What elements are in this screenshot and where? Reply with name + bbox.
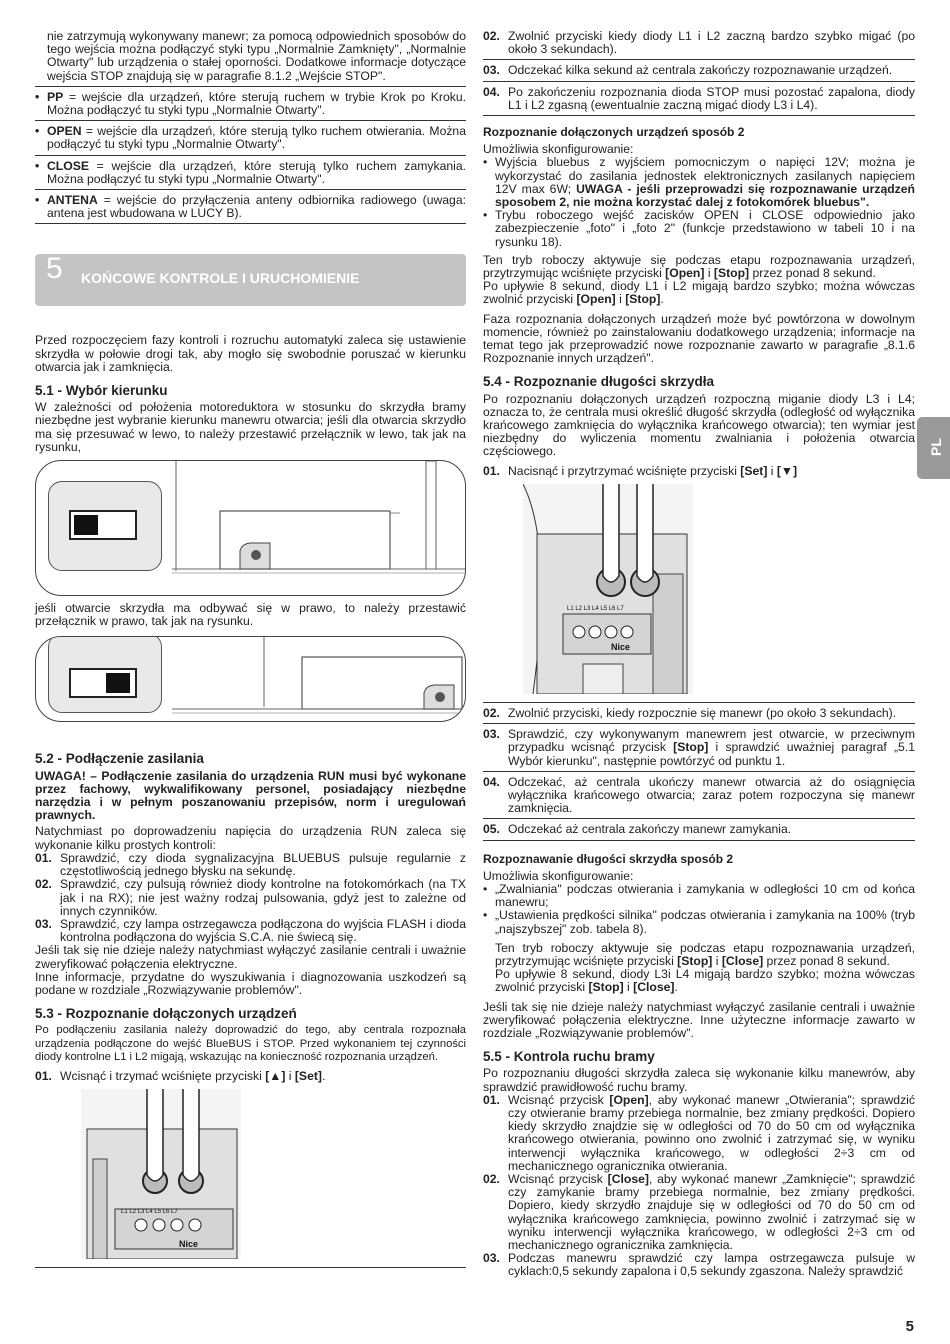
key-label: [Open] bbox=[665, 266, 705, 281]
section-title-5-2: 5.2 - Podłączenie zasilania bbox=[35, 751, 204, 767]
selector-plate bbox=[48, 481, 162, 571]
bullet-mark: • bbox=[483, 908, 488, 923]
divider bbox=[483, 59, 915, 60]
text: i bbox=[623, 980, 634, 995]
text: Po upływie 8 sekund, diody L1 i L2 migają bardzo szybko; można wówczas zwolnić przyciski bbox=[483, 279, 915, 307]
devices-step-1 bbox=[35, 1070, 466, 1083]
step-number: 04. bbox=[483, 774, 500, 789]
step-text: Nacisnąć i przytrzymać wciśnięte przyciski bbox=[508, 463, 741, 478]
control-board-illustration bbox=[81, 1089, 241, 1259]
section-title-5-3: 5.3 - Rozpoznanie dołączonych urządzeń bbox=[35, 1006, 297, 1022]
power-step-2 bbox=[35, 878, 466, 918]
direction-switch bbox=[69, 510, 137, 540]
bullet-text: Trybu roboczego wejść zacisków OPEN i CLOSE odpowiednio jako zabezpieczenie „foto" i „foto 2" (funkcje przedstawiono w tabeli 10 i na rysunku 18). bbox=[495, 208, 915, 249]
power-paragraph-3: Inne informacje, przydatne do wyszukiwania i diagnozowania uszkodzeń są podane w rozdziale „Rozwiązywanie problemów". bbox=[35, 969, 466, 997]
bullet-mark: • bbox=[483, 881, 488, 896]
section-title-5-1: 5.1 - Wybór kierunku bbox=[35, 383, 168, 399]
len2-paragraph-3: Jeśli tak się nie dzieje należy natychmiast wyłączyć zasilanie centrali i uważnie zweryfikować połączenia elektryczne. Inne użyteczne informacje zawarto w rozdziale „Rozwiązywanie problemów". bbox=[483, 999, 915, 1040]
divider bbox=[483, 818, 915, 819]
bullet-text: = wejście do przyłączenia anteny odbiornika radiowego (uwaga: antena jest wbudowana w LUCY B). bbox=[47, 193, 466, 221]
key-label: [Open] bbox=[609, 1092, 649, 1107]
bullet-mark: • bbox=[35, 193, 40, 208]
direction-switch bbox=[69, 668, 137, 698]
divider bbox=[483, 702, 915, 703]
step-text: i sprawdzić uważniej paragraf „5.1 Wybór kierunku", następnie powtórzyć od punktu 1. bbox=[508, 740, 916, 768]
bullet-text: = wejście dla urządzeń, które sterują ruchem w trybie Krok po Kroku. Można podłączyć tu styki typu „Normalnie Otwarty". bbox=[47, 89, 466, 118]
brand-label: Nice bbox=[611, 641, 631, 652]
step-number: 02. bbox=[483, 1171, 500, 1186]
power-paragraph-2: Jeśli tak się nie dzieje należy natychmiast wyłączyć zasilanie centrali i uważnie zweryfikować połączenia elektryczne. bbox=[35, 943, 466, 971]
step-number: 01. bbox=[483, 463, 500, 478]
step-text: i bbox=[767, 463, 777, 478]
devices-step-3 bbox=[483, 64, 915, 77]
step-number: 03. bbox=[35, 916, 52, 931]
stop-input-description: nie zatrzymują wykonywany manewr; za pomocą odpowiednich sposobów do tego wejścia można podłączyć styki typu „Normalnie Zamknięty", „Normalnie Otwarty" lub urządzenia o stałej oporności. Dodatkowe informacje dotyczące wejścia STOP znajdują się w paragrafie 8.1.2 „Wejście STOP". bbox=[47, 29, 466, 83]
key-label: [▼] bbox=[776, 463, 798, 478]
bullet-open bbox=[35, 125, 466, 151]
len2-paragraph-1 bbox=[483, 942, 915, 968]
bullet-mark: • bbox=[35, 124, 40, 139]
step-text: Zwolnić przyciski kiedy diody L1 i L2 zaczną bardzo szybko migać (po około 3 sekundach). bbox=[508, 29, 915, 57]
step-text: , aby wykonać manewr „Otwierania"; sprawdzić czy otwieranie bramy przebiega normalnie, bez zmiany prędkości. Dopiero kiedy skrzydło znajdzie się w odległości od 70 do 50 cm od wyłącznika krańcowego otwierania, powinno ono zwolnić i zatrzymać się, w wyniku interwencji wyłącznika krańcowego, w odległości 2÷3 cm od mechanicznego ogranicznika otwierania. bbox=[508, 1092, 915, 1173]
bullet-antena bbox=[35, 194, 466, 220]
divider bbox=[483, 81, 915, 82]
length-step-2 bbox=[483, 707, 915, 720]
bullet-term: OPEN bbox=[47, 124, 82, 139]
divider bbox=[483, 723, 915, 724]
text: przez ponad 8 sekund. bbox=[749, 266, 876, 281]
step-text: Wcisnąć przycisk bbox=[508, 1092, 610, 1107]
way2-paragraph-1 bbox=[483, 254, 915, 280]
language-label: PL bbox=[927, 438, 944, 456]
step-text: i bbox=[285, 1068, 295, 1083]
step-text: Podczas manewru sprawdzić czy lampa ostrzegawcza pulsuje w cyklach:0,5 sekundy zapalona i 0,5 sekundy zgaszona. Należy sprawdzić bbox=[508, 1251, 915, 1279]
right-column bbox=[483, 30, 915, 1279]
power-paragraph: Natychmiast po doprowadzeniu napięcia do urządzenia RUN zaleca się wykonanie kilku prostych kontroli: bbox=[35, 824, 466, 852]
key-label: [Close] bbox=[721, 953, 764, 968]
text: . bbox=[674, 980, 678, 995]
subsection-title-devices-way-2: Rozpoznanie dołączonych urządzeń sposób 2 bbox=[483, 125, 745, 140]
control-board-illustration bbox=[523, 484, 693, 694]
text: i bbox=[615, 292, 626, 307]
divider bbox=[35, 223, 466, 224]
step-text: Sprawdzić, czy wykonywanym manewrem jest otwarcie, w przeciwnym przypadku wcisnąć przycisk bbox=[508, 727, 915, 755]
divider bbox=[483, 840, 915, 841]
way2-bullet-2 bbox=[483, 209, 915, 249]
power-step-3 bbox=[35, 918, 466, 944]
key-label: [Stop] bbox=[673, 740, 709, 755]
key-label: [Stop] bbox=[677, 953, 713, 968]
way2-paragraph-3: Faza rozpoznania dołączonych urządzeń może być powtórzona w dowolnym momencie, również po zainstalowaniu dodatkowego urządzenia; informacje na temat tego jak przeprowadzić nowe rozpoznanie zawarto w paragrafie „8.1.6 Rozpoznanie innych urządzeń". bbox=[483, 311, 915, 366]
length-step-3 bbox=[483, 728, 915, 768]
divider bbox=[483, 115, 915, 116]
step-text: Zwolnić przyciski, kiedy rozpocznie się manewr (po około 3 sekundach). bbox=[508, 705, 897, 720]
key-label: [Stop] bbox=[713, 266, 750, 281]
step-text: Odczekać kilka sekund aż centrala zakończy rozpoznawanie urządzeń. bbox=[508, 63, 893, 78]
key-label: [Close] bbox=[633, 980, 675, 995]
length-step-1 bbox=[483, 465, 915, 478]
length-step-5 bbox=[483, 823, 915, 836]
left-column bbox=[35, 30, 466, 1268]
length-step-4 bbox=[483, 776, 915, 816]
divider bbox=[35, 189, 466, 190]
direction-figure-right bbox=[35, 636, 466, 722]
gate-drawing bbox=[172, 637, 466, 721]
lead-text: Umożliwia skonfigurowanie: bbox=[483, 142, 634, 157]
step-number: 01. bbox=[483, 1092, 500, 1107]
step-number: 01. bbox=[35, 1068, 52, 1083]
selector-plate bbox=[48, 636, 162, 713]
key-label: [Set] bbox=[294, 1068, 322, 1083]
divider bbox=[483, 771, 915, 772]
bullet-text: Wyjścia bluebus z wyjściem pomocniczym o napięci 12V; można je wykorzystać do zasilania jednostek elektronicznych zasilanych napięciem 12V max 6W; bbox=[495, 155, 915, 196]
bullet-text: = wejście dla urządzeń, które sterują tylko ruchem zamykania. Można podłączyć tu styki typu „Normalnie Otwarty". bbox=[47, 158, 466, 186]
movement-step-1 bbox=[483, 1094, 915, 1173]
movement-step-3 bbox=[483, 1252, 915, 1278]
len2-paragraph-2 bbox=[483, 968, 915, 994]
step-text: Wcisnąć przycisk bbox=[508, 1171, 608, 1186]
key-label: [Open] bbox=[576, 292, 616, 307]
step-number: 02. bbox=[483, 29, 500, 43]
bullet-pp bbox=[35, 91, 466, 117]
bullet-warning: UWAGA - jeśli przeprowadzi się rozpoznawanie urządzeń sposobem 2, nie można korzystać dalej z fotokomórek bluebus". bbox=[495, 181, 916, 210]
way2-paragraph-2 bbox=[483, 280, 915, 306]
power-step-1 bbox=[35, 852, 466, 878]
direction-figure-left bbox=[35, 460, 466, 596]
key-label: [Set] bbox=[740, 463, 768, 478]
direction-paragraph-right: jeśli otwarcie skrzydła ma odbywać się w prawo, to należy przestawić przełącznik w prawo, tak jak na rysunku. bbox=[35, 601, 466, 629]
text: i bbox=[704, 266, 714, 281]
text: Ten tryb roboczy aktywuje się podczas etapu rozpoznawania urządzeń, przytrzymując wciśnięte przyciski bbox=[483, 252, 915, 281]
lead-text: Umożliwia skonfigurowanie: bbox=[483, 868, 634, 883]
bullet-mark: • bbox=[35, 158, 40, 173]
bullet-text: = wejście dla urządzeń, które sterują tylko ruchem otwierania. Można podłączyć tu styki typu „Normalnie Otwarty". bbox=[47, 124, 466, 152]
movement-paragraph: Po rozpoznaniu długości skrzydła zaleca się wykonanie kilku manewrów, aby sprawdzić prawidłowość ruchu bramy. bbox=[483, 1066, 915, 1094]
bullet-term: ANTENA bbox=[47, 193, 98, 208]
length-paragraph: Po rozpoznaniu dołączonych urządzeń rozpoczną miganie diody L3 i L4; oznacza to, że centrala musi określić długość skrzydła (odległość od wyłącznika krańcowego zamknięcia do wyłącznika krańcowego otwarcia); ten wymiar jest niezbędny do wyliczenia momentu zwalniania i położenia otwarcia częściowego. bbox=[483, 391, 915, 459]
step-text: . bbox=[321, 1068, 326, 1083]
led-labels: L1 L2 L3 L4 L5 L6 L7 bbox=[567, 605, 624, 612]
control-board-photo bbox=[81, 1089, 241, 1259]
step-text: , aby wykonać manewr „Zamknięcie"; sprawdzić czy zamykanie bramy przebiega normalnie, bez zmiany prędkości. Dopiero, kiedy skrzydło znajduje się w odległości od 70 do 50 cm od wyłącznika krańcowego zamknięcia, powinno zwolnić i zatrzymać się w wyniku interwencji wyłącznika krańcowego, w odległości 2÷3 cm od mechanicznego ogranicznika zamknięcia. bbox=[508, 1171, 915, 1252]
switch-knob bbox=[106, 673, 130, 693]
movement-step-2 bbox=[483, 1173, 915, 1252]
key-label: [Close] bbox=[607, 1171, 649, 1186]
text: przez ponad 8 sekund. bbox=[763, 953, 890, 968]
subsection-title-length-way-2: Rozpoznawanie długości skrzydła sposób 2 bbox=[483, 851, 734, 866]
key-label: [Stop] bbox=[625, 292, 661, 307]
bullet-text: „Ustawienia prędkości silnika" podczas otwierania i zamykania na 100% (tryb „najszybszej" zob. tabela 8). bbox=[495, 908, 915, 936]
bullet-mark: • bbox=[35, 89, 40, 104]
section-title-5-4: 5.4 - Rozpoznanie długości skrzydła bbox=[483, 374, 715, 390]
section-title-5-5: 5.5 - Kontrola ruchu bramy bbox=[483, 1049, 655, 1065]
bullet-mark: • bbox=[483, 208, 488, 223]
way2-bullet-1 bbox=[483, 156, 915, 209]
step-number: 05. bbox=[483, 822, 500, 837]
step-text: Odczekać aż centrala zakończy manewr zamykania. bbox=[508, 822, 792, 837]
len2-bullet-1 bbox=[483, 883, 915, 909]
step-number: 04. bbox=[483, 84, 500, 99]
step-text: Wcisnąć i trzymać wciśnięte przyciski bbox=[60, 1068, 266, 1083]
step-text: Odczekać, aż centrala ukończy manewr otwarcia aż do osiągnięcia wyłącznika krańcowego otwarcia; zaraz potem rozpoczyna się manewr zamknięcia. bbox=[508, 774, 915, 816]
brand-label: Nice bbox=[179, 1239, 199, 1250]
text: . bbox=[660, 292, 664, 307]
divider bbox=[35, 1267, 466, 1268]
step-number: 02. bbox=[35, 877, 52, 892]
switch-knob bbox=[74, 515, 98, 535]
power-warning: UWAGA! – Podłączenie zasilania do urządzenia RUN musi być wykonane przez fachowy, wykwalifikowany personel, posiadający niezbędne narzędzia i w pełnym poszanowaniu przepisów, norm i uregulowań prawnych. bbox=[35, 768, 466, 823]
page-number: 5 bbox=[905, 1318, 914, 1335]
step-number: 03. bbox=[483, 63, 500, 78]
key-label: [Stop] bbox=[588, 980, 624, 995]
direction-paragraph-left: W zależności od położenia motoreduktora w stosunku do skrzydła bramy niezbędne jest wybranie kierunku manewru otwarcia; jeśli dla otwarcia skrzydło ma się przesuwać w lewo, to należy przestawić przełącznik w lewo, tak jak na rysunku, bbox=[35, 400, 466, 454]
chapter-title: KOŃCOWE KONTROLE I URUCHOMIENIE bbox=[81, 270, 360, 287]
step-number: 01. bbox=[35, 850, 52, 865]
divider bbox=[35, 86, 466, 87]
key-label: [▲] bbox=[265, 1068, 286, 1083]
language-tab bbox=[917, 417, 950, 479]
text: i bbox=[712, 953, 722, 968]
bullet-term: PP bbox=[47, 89, 64, 104]
bullet-mark: • bbox=[483, 155, 488, 170]
devices-step-4 bbox=[483, 86, 915, 112]
divider bbox=[35, 120, 466, 121]
step-number: 03. bbox=[483, 1251, 500, 1266]
step-text: Po zakończeniu rozpoznania dioda STOP musi pozostać zapalona, diody L1 i L2 zgasną (ewentualnie zaczną migać diody L3 i L4). bbox=[508, 84, 915, 112]
divider bbox=[35, 155, 466, 156]
len2-bullet-2 bbox=[483, 909, 915, 935]
text: Po upływie 8 sekund, diody L3i L4 migają bardzo szybko; można wówczas zwolnić przyciski bbox=[495, 967, 915, 995]
text: Ten tryb roboczy aktywuje się podczas etapu rozpoznawania urządzeń, przytrzymując wciśnięte przyciski bbox=[495, 940, 915, 968]
bullet-close bbox=[35, 160, 466, 186]
chapter-header bbox=[35, 254, 466, 306]
chapter-number: 5 bbox=[46, 252, 63, 286]
devices-step-2 bbox=[483, 30, 915, 56]
step-text: Sprawdzić, czy lampa ostrzegawcza podłączona do wyjścia FLASH i dioda kontrolna podłączona do wyjścia S.C.A. nie świecą się. bbox=[60, 916, 466, 945]
chapter-intro: Przed rozpoczęciem fazy kontroli i rozruchu automatyki zaleca się ustawienie skrzydła w połowie drogi tak, aby mogło się swobodnie poruszać w kierunku otwarcia jak i zamknięcia. bbox=[35, 333, 466, 374]
led-labels: L1 L2 L3 L4 L5 L6 L7 bbox=[121, 1209, 178, 1216]
gate-drawing bbox=[172, 461, 466, 595]
step-number: 03. bbox=[483, 727, 500, 742]
step-text: Sprawdzić, czy pulsują również diody kontrolne na fotokomórkach (na TX jak i na RX); nie jest ważny rodzaj pulsowania, gdyż jest to zależne od innych czynników. bbox=[60, 877, 466, 918]
step-text: Sprawdzić, czy dioda sygnalizacyjna BLUEBUS pulsuje regularnie z częstotliwością jednego błysku na sekundę. bbox=[60, 850, 466, 879]
devices-paragraph: Po podłączeniu zasilania należy doprowadzić do tego, aby centrala rozpoznała urządzenia podłączone do wejść BlueBUS i STOP. Przed wykonaniem tej czynności diody kontrolne L1 i L2 migają, wskazując na konieczność rozpoznania urządzeń. bbox=[35, 1024, 466, 1063]
step-number: 02. bbox=[483, 705, 500, 720]
bullet-term: CLOSE bbox=[47, 158, 89, 173]
bullet-text: „Zwalniania" podczas otwierania i zamykania w odległości 10 cm od końca manewru; bbox=[495, 881, 915, 910]
control-board-photo bbox=[523, 484, 693, 694]
